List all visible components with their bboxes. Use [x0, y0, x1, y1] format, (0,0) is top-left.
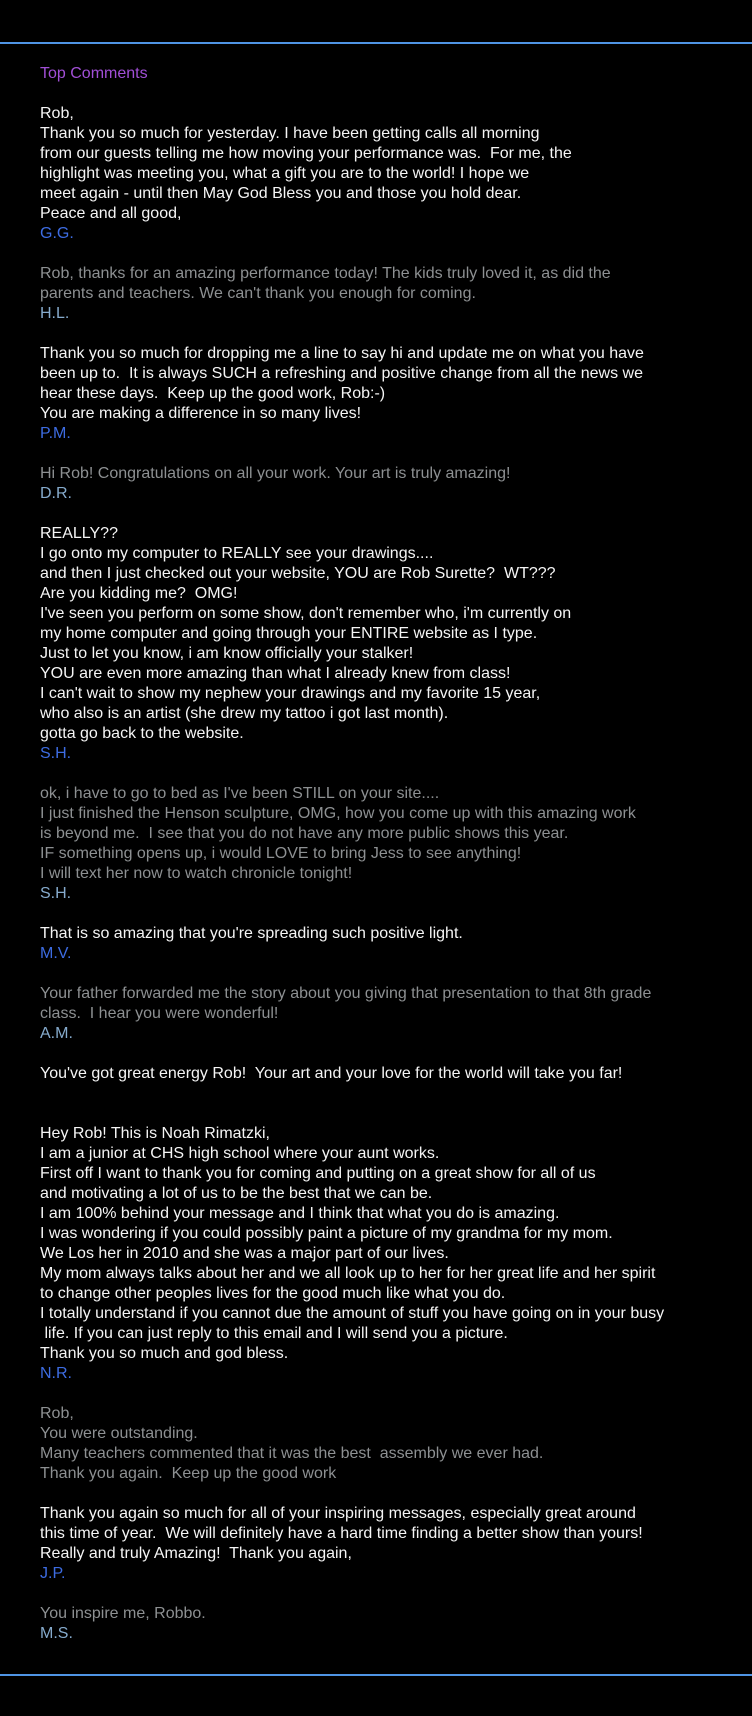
comment-line: My mom always talks about her and we all look up to her for her great life and her spirit [40, 1265, 656, 1282]
comments-page [40, 64, 742, 1664]
comment-line: Are you kidding me? OMG! [40, 585, 238, 602]
comment-line: That is so amazing that you're spreading such positive light. [40, 925, 463, 942]
comment-block [40, 1404, 742, 1484]
comment-line: Rob, [40, 1405, 74, 1422]
comment-line: Hi Rob! Congratulations on all your work. Your art is truly amazing! [40, 465, 511, 482]
comment-line: We Los her in 2010 and she was a major part of our lives. [40, 1245, 449, 1262]
comment-line: Thank you again so much for all of your inspiring messages, especially great around [40, 1505, 636, 1522]
comment-line: highlight was meeting you, what a gift you are to the world! I hope we [40, 165, 530, 182]
comment-initials: A.M. [40, 1025, 73, 1042]
comment-line: meet again - until then May God Bless you and those you hold dear. [40, 185, 522, 202]
comment-line: Many teachers commented that it was the best assembly we ever had. [40, 1445, 544, 1462]
comment-line: I can't wait to show my nephew your drawings and my favorite 15 year, [40, 685, 541, 702]
comment-line: is beyond me. I see that you do not have any more public shows this year. [40, 825, 569, 842]
comment-initials: S.H. [40, 885, 72, 902]
comment-line: You inspire me, Robbo. [40, 1605, 206, 1622]
comment-block [40, 1124, 742, 1384]
comment-line: REALLY?? [40, 525, 118, 542]
comment-line: You've got great energy Rob! Your art and your love for the world will take you far! [40, 1065, 623, 1082]
comment-line: I will text her now to watch chronicle tonight! [40, 865, 353, 882]
comment-line: I was wondering if you could possibly paint a picture of my grandma for my mom. [40, 1225, 613, 1242]
comment-line: Thank you so much for yesterday. I have been getting calls all morning [40, 125, 540, 142]
comment-line: parents and teachers. We can't thank you enough for coming. [40, 285, 476, 302]
comment-line: I am a junior at CHS high school where your aunt works. [40, 1145, 440, 1162]
comment-initials: M.S. [40, 1625, 73, 1642]
comment-block [40, 264, 742, 324]
top-divider-rule [0, 42, 752, 44]
comment-initials: H.L. [40, 305, 70, 322]
comment-line: You were outstanding. [40, 1425, 198, 1442]
comment-initials: J.P. [40, 1565, 66, 1582]
comment-line: I go onto my computer to REALLY see your drawings.... [40, 545, 434, 562]
comment-initials: M.V. [40, 945, 72, 962]
comment-line: I totally understand if you cannot due the amount of stuff you have going on in your busy [40, 1305, 665, 1322]
comment-line: Hey Rob! This is Noah Rimatzki, [40, 1125, 270, 1142]
comment-initials: G.G. [40, 225, 74, 242]
comment-line: YOU are even more amazing than what I already knew from class! [40, 665, 511, 682]
page-title: Top Comments [40, 65, 148, 82]
comment-line: been up to. It is always SUCH a refreshing and positive change from all the news we [40, 365, 643, 382]
comment-initials: P.M. [40, 425, 71, 442]
comment-block [40, 1604, 742, 1644]
comment-line: First off I want to thank you for coming and putting on a great show for all of us [40, 1165, 596, 1182]
comment-line: IF something opens up, i would LOVE to bring Jess to see anything! [40, 845, 522, 862]
comment-line: Thank you again. Keep up the good work [40, 1465, 337, 1482]
comment-block [40, 344, 742, 444]
comment-line: Really and truly Amazing! Thank you again, [40, 1545, 352, 1562]
comment-line: Rob, [40, 105, 74, 122]
comment-line: this time of year. We will definitely have a hard time finding a better show than yours! [40, 1525, 643, 1542]
comment-line: and then I just checked out your website, YOU are Rob Surette? WT??? [40, 565, 556, 582]
comment-block [40, 1064, 742, 1084]
comment-initials: D.R. [40, 485, 72, 502]
comment-line: class. I hear you were wonderful! [40, 1005, 279, 1022]
comment-block [40, 464, 742, 504]
comment-line: my home computer and going through your ENTIRE website as I type. [40, 625, 538, 642]
comment-line: I am 100% behind your message and I think that what you do is amazing. [40, 1205, 560, 1222]
comment-line: to change other peoples lives for the good much like what you do. [40, 1285, 506, 1302]
comment-line: I just finished the Henson sculpture, OMG, how you come up with this amazing work [40, 805, 636, 822]
comment-line: who also is an artist (she drew my tattoo i got last month). [40, 705, 449, 722]
comment-block [40, 104, 742, 244]
comment-line: Your father forwarded me the story about you giving that presentation to that 8th grade [40, 985, 652, 1002]
comment-line: ok, i have to go to bed as I've been STILL on your site.... [40, 785, 440, 802]
comment-block [40, 924, 742, 964]
comment-line: life. If you can just reply to this email and I will send you a picture. [40, 1325, 508, 1342]
comment-line: Rob, thanks for an amazing performance today! The kids truly loved it, as did the [40, 265, 611, 282]
bottom-divider-rule [0, 1674, 752, 1676]
comment-block [40, 784, 742, 904]
comment-block [40, 984, 742, 1044]
comment-line: hear these days. Keep up the good work, Rob:-) [40, 385, 386, 402]
comments-list [40, 104, 742, 1644]
comment-block [40, 1504, 742, 1584]
comment-line: from our guests telling me how moving your performance was. For me, the [40, 145, 572, 162]
comment-line: Just to let you know, i am know officially your stalker! [40, 645, 414, 662]
comment-initials: N.R. [40, 1365, 72, 1382]
comment-line: gotta go back to the website. [40, 725, 244, 742]
comment-line: Peace and all good, [40, 205, 182, 222]
comment-line: You are making a difference in so many lives! [40, 405, 362, 422]
comment-initials: S.H. [40, 745, 72, 762]
comment-line: and motivating a lot of us to be the best that we can be. [40, 1185, 433, 1202]
comment-line: Thank you so much for dropping me a line to say hi and update me on what you have [40, 345, 644, 362]
comment-block [40, 524, 742, 764]
comment-line: Thank you so much and god bless. [40, 1345, 289, 1362]
comment-line: I've seen you perform on some show, don't remember who, i'm currently on [40, 605, 572, 622]
